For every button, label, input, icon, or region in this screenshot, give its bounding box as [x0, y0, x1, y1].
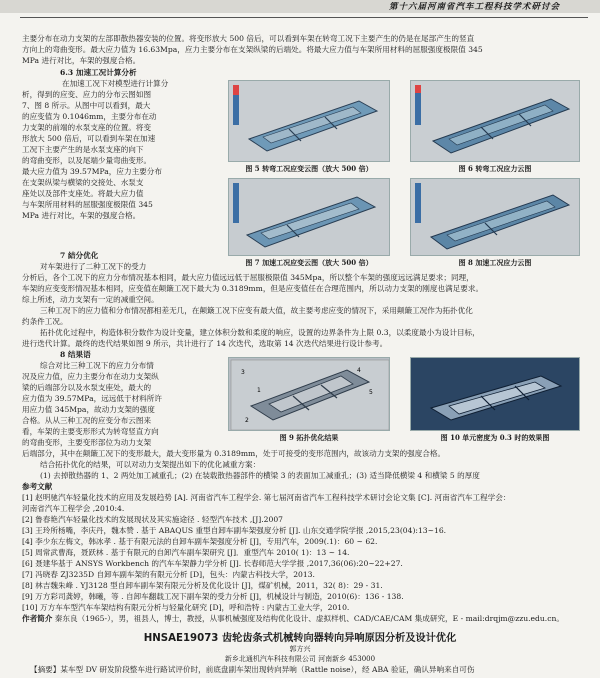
- section-heading-7: 7 結分优化: [60, 251, 99, 260]
- reference-item: [8] 林吉魏朱峰 . YJ3128 型自卸车副车架有限元分析及优化设计 [J]，煤矿机械，2011，32( 8)：29 - 31.: [22, 581, 383, 590]
- reference-item: 河南省汽车工程学会 ,2010:4.: [22, 504, 125, 513]
- author-bio-heading-inline: 作者简介: [22, 614, 53, 623]
- figure-8-image: [410, 178, 580, 256]
- body-line: 的弯曲变形，主要变形部位为动力支架: [22, 438, 152, 447]
- body-line: (1) 去掉散热器的 1、2 两处加工减重孔；(2) 在装载散热器部件的横梁 3 的表面加工减重孔；(3) 适当降低横梁 4 和横梁 5 的厚度: [40, 471, 480, 480]
- topology-result-plot: [229, 358, 390, 431]
- body-line: 的弯曲变形，以及尾端少量弯曲变形。: [22, 156, 152, 165]
- reference-item: [1] 赵明驰汽车轻量化技术的应用及发展趋势 [A]. 河南省汽车工程学会. 第七届河南省汽车工程科技学术研讨会论文集 [C]. 河南省汽车工程学会：: [22, 493, 511, 502]
- body-line: 最大应力值为 39.57MPa，应力主要分布: [22, 167, 162, 176]
- section-heading-6-3: 6.3 加速工况计算分析: [60, 68, 137, 77]
- next-paper-title: HNSAE19073 齿轮齿条式机械转向器转向异响原因分析及设计优化: [143, 633, 457, 644]
- fig9-label: 4: [357, 367, 361, 374]
- body-line: 用应力值 345Mpa，故动力支架的强度: [22, 405, 155, 414]
- body-line: 进行迭代计算。最终的迭代结果如图 9 所示，共计进行了 14 次迭代，选取第 14 次迭代结果进行设计参考。: [22, 339, 388, 348]
- body-line: MPa 进行对比，车架的强度合格。: [22, 211, 141, 220]
- body-line: 析，得到的应变、应力的分布云图如图: [22, 90, 152, 99]
- body-line: 合格。从从三种工况的应变分布云图来: [22, 416, 152, 425]
- frame-strain-plot: [229, 81, 390, 162]
- next-paper-author: 郭方兴: [289, 645, 311, 653]
- header-rule: [20, 17, 588, 18]
- body-line: 况及应力值，应力主要分布在动力支架纵: [22, 372, 159, 381]
- running-title: 第十六届河南省汽车工程科技学术研讨会: [388, 2, 560, 12]
- author-bio: [22, 614, 588, 624]
- body-line: 约条件工况。: [22, 317, 68, 326]
- body-line: 拓扑优化过程中，构造体积分数作为设计变量，建立体积分数和柔度的响应，设置的边界条件为上限 0.3，以柔度最小为设计目标，: [40, 328, 480, 337]
- fig9-label: 1: [257, 387, 261, 394]
- figure-5-caption: 图 5 转弯工况应变云图（放大 500 倍）: [245, 164, 373, 173]
- fig9-label: 3: [241, 369, 245, 376]
- fig9-label: 5: [369, 389, 373, 396]
- body-line: 主要分布在动力支架的左部即散热器安装的位置。将变形放大 500 倍后，可以看到车架在转弯工况下主要产生的仍是在尾部产生的竖直: [22, 34, 475, 43]
- body-line: 在支架纵梁与横梁的交接处、水泵支: [22, 178, 144, 187]
- body-line: 工况下主要产生的是水泵支座的向下: [22, 145, 144, 154]
- reference-item: [4] 李少东左梅文，韩冰孝 . 基于有限元法的自卸车副车架强度分析 [J]，专用汽车，2009(.1)：60 ~ 62.: [22, 537, 378, 546]
- fig9-label: 2: [245, 417, 249, 424]
- body-line: 在加速工况下对模型进行计算分: [62, 79, 169, 88]
- figure-10-caption: 图 10 单元密度为 0.3 时的效果图: [440, 433, 550, 442]
- body-line: 的应变值为 0.1046mm，主要分布在动: [22, 112, 157, 121]
- body-line: 形放大 500 倍后，可以看到车架在加速: [22, 134, 156, 143]
- references-heading: 参考文献: [22, 482, 53, 491]
- author-bio-text: 秦东良（1965-），男，祖县人，博士，教授，从事机械强度及结构优化设计、虚拟样机、CAD/CAE/CAM 集成研究，E - mail:drqjm@zzu.edu.cn。: [54, 614, 564, 623]
- body-line: 分析后，各个工况下的应力分布情况基本相同，最大应力值远远低于屈服极限值 345Mpa，所以整个车架的强度远远满足要求；同理，: [22, 273, 474, 282]
- figure-6-image: [410, 80, 580, 162]
- body-line: 7、图 8 所示。从图中可以看到，最大: [22, 101, 151, 110]
- body-line: 应力值为 39.57MPa，远远低于材料所许: [22, 394, 162, 403]
- figure-6-caption: 图 6 转弯工况应力云图: [458, 164, 532, 173]
- figure-5-image: [228, 80, 390, 162]
- figure-10-image: [410, 357, 580, 431]
- body-line: 综合对比三种工况下的应力分布情: [40, 361, 154, 370]
- reference-item: [3] 王玲所杨嘴，李庆丹，魏本赞 . 基于 ABAQUS 重型自卸车副车架强度分析 [J]. 山东交通学院学报 ,2015,23(04):13~16.: [22, 526, 447, 535]
- next-paper-affiliation: 新乡北通机汽车科技有限公司 河南新乡 453000: [224, 655, 376, 663]
- body-line: 力支架的前端的水泵支座的位置。将变: [22, 123, 152, 132]
- body-line: 后端部分，其中在颠簸工况下的变形最大，最大变形量为 0.3189mm，处于可接受的变形范围内，故该动力支架的强度合格。: [22, 449, 446, 458]
- body-line: 综上所述，动力支架有一定的减重空间。: [22, 295, 159, 304]
- frame-stress-plot: [411, 81, 580, 162]
- body-line: 三种工况下的应力值和分布情况都相差无几，在颠簸工况下应变有最大值，故主要考虑应变的情况下，采用颠簸工况作为拓扑优化: [40, 306, 473, 315]
- body-line: 梁的后端部分以及水泵支座处，最大的: [22, 383, 152, 392]
- density-effect-plot: [411, 358, 580, 431]
- body-line: 结合拓扑优化的结果，可以对动力支架提出如下的优化减重方案：: [40, 460, 261, 469]
- next-paper-abstract: 【摘要】某车型 DV 研发阶段整车进行路试评价时，前底盘副车架出现转向异响（Rattle noise），经 ABA 验证，确认异响来自可伤: [30, 665, 475, 674]
- figure-7-caption: 图 7 加速工况应变云图（放大 500 倍）: [245, 258, 373, 267]
- frame-accel-strain-plot: [229, 179, 390, 256]
- body-line: 看，车架的主要变形形式为转弯竖直方向: [22, 427, 159, 436]
- frame-accel-stress-plot: [411, 179, 580, 256]
- reference-item: [10] 万方车车型汽车车架结构有限元分析与轻量化研究 [D]，呼和浩特 : 内蒙古工业大学，2010.: [22, 603, 350, 612]
- section-heading-8: 8 结果语: [60, 350, 91, 359]
- body-line: 与车架所用材料的屈服强度极限值 345: [22, 200, 153, 209]
- body-line: 车架的应变变形情况基本相同，应变值在颠簸工况下最大为 0.3189mm，但是应变值任在合理范围内，所以动力支架的刚度也满足要求。: [22, 284, 484, 293]
- figure-8-caption: 图 8 加速工况应力云图: [458, 258, 532, 267]
- reference-item: [6] 聂建华基于 ANSYS Workbench 的汽车车架静力学分析 [J]. 长春师范大学学报 ,2017,36(06):20~22+27.: [22, 559, 403, 568]
- body-line: 对车架进行了二种工况下的受力: [40, 262, 147, 271]
- figure-7-image: [228, 178, 390, 256]
- figure-9-image: [228, 357, 390, 431]
- body-line: 座处以及部件支座处。将最大应力值: [22, 189, 144, 198]
- reference-item: [7] 冯晓春 ZJ3235D 自卸车副车架的有限元分析 [D]，包头：内蒙古科技大学，2013.: [22, 570, 315, 579]
- figure-9-caption: 图 9 拓扑优化结果: [279, 433, 339, 442]
- body-line: MPa 进行对比，车架的强度合格。: [22, 56, 141, 65]
- reference-item: [5] 周常武曹海，聂跃林 . 基于有限元的自卸汽车副车架研究 [J]．重型汽车 2010( 1)：13 ~ 14.: [22, 548, 350, 557]
- reference-item: [2] 鲁春艳汽车轻量化技术的发展现状及其实施途径 . 轻型汽车技术 ,[J].2007: [22, 515, 283, 524]
- running-header: [0, 0, 600, 15]
- reference-item: [9] 万方彩司龚婷，韩曦，等 . 自卸车翻载工况下副车架的受力分析 [J]，机械设计与制造，2010(6)：136 - 138.: [22, 592, 404, 601]
- body-line: 方向上的弯曲变形。最大应力值为 16.63Mpa，应力主要分布在支架纵梁的后端处。将最大应力值与车架所用材料的屈服强度极限值 345: [22, 45, 483, 54]
